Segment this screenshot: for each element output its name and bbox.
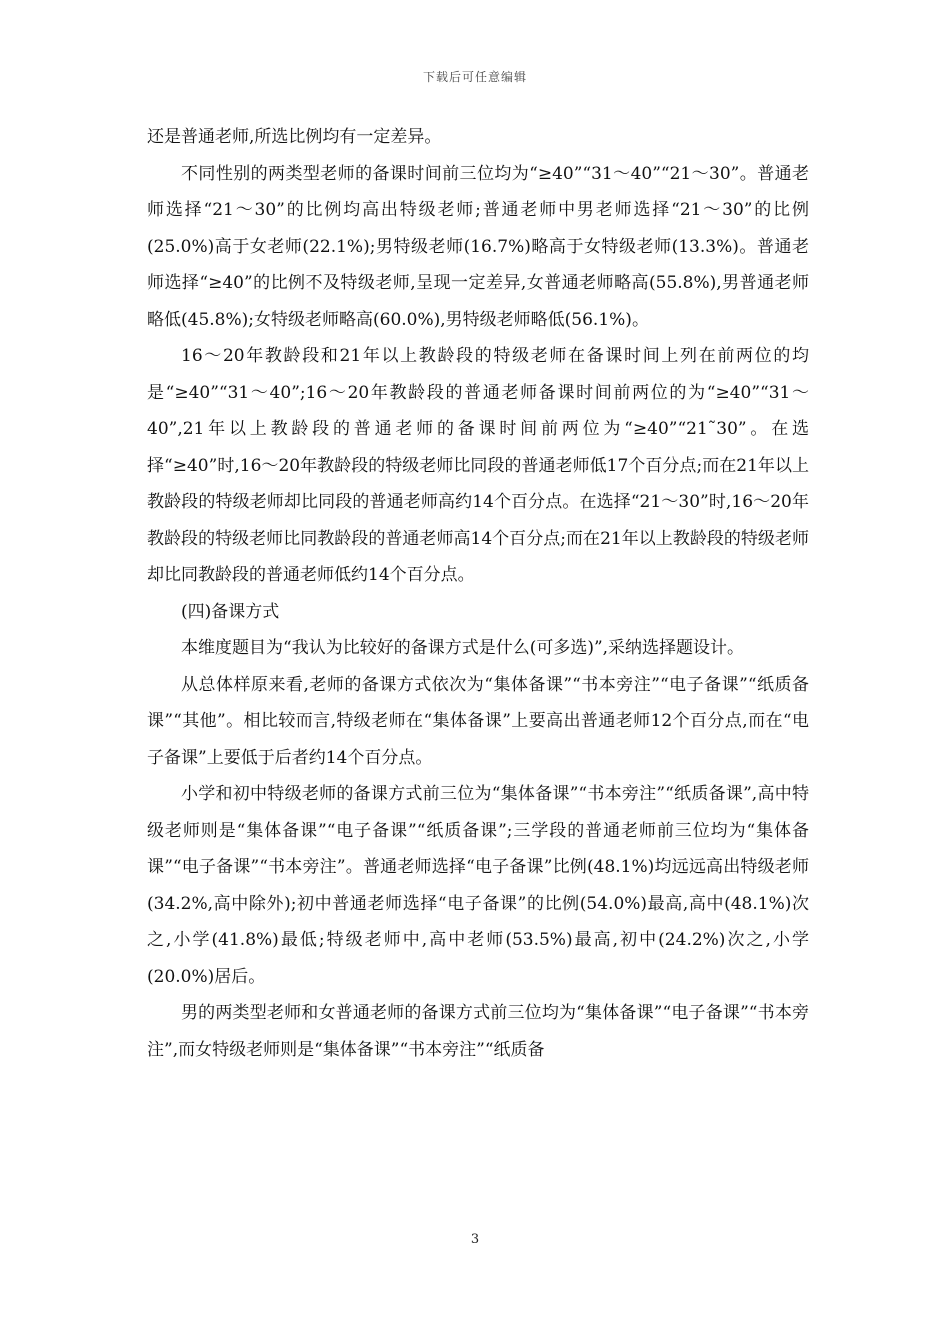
body-text — [147, 119, 809, 1068]
section-heading-prep-method: (四)备课方式 — [181, 601, 280, 622]
paragraph-gender-prep-method: 男的两类型老师和女普通老师的备课方式前三位均为“集体备课”“电子备课”“书本旁注”,而女特级老师则是“集体备课”“书本旁注”“纸质备 — [147, 1003, 809, 1060]
page-header: 下载后可任意编辑 — [422, 70, 527, 84]
paragraph-gender-prep-time: 不同性别的两类型老师的备课时间前三位均为“≥40”“31～40”“21～30”。普通老师选择“21～30”的比例均高出特级老师;普通老师中男老师选择“21～30”的比例(25.0%)高于女老师(22.1%);男特级老师(16.7%)略高于女特级老师(13.3%)。普通老师选择“≥40”的比例不及特级老师,呈现一定差异,女普通老师略高(55.8%),男普通老师略低(45.8%);女特级老师略高(60.0%),男特级老师略低(56.1%)。 — [147, 163, 809, 330]
paragraph-question-design: 本维度题目为“我认为比较好的备课方式是什么(可多选)”,采纳选择题设计。 — [181, 638, 745, 658]
paragraph-seniority-prep-time: 16～20年教龄段和21年以上教龄段的特级老师在备课时间上列在前两位的均是“≥40”“31～40”;16～20年教龄段的普通老师备课时间前两位的为“≥40”“31～40”,21年以上教龄段的普通老师的备课时间前两位为“≥40”“21˜30”。在选择“≥40”时,16～20年教龄段的特级老师比同段的普通老师低17个百分点;而在21年以上教龄段的特级老师却比同段的普通老师高约14个百分点。在选择“21～30”时,16～20年教龄段的特级老师比同教龄段的普通老师高14个百分点;而在21年以上教龄段的特级老师却比同教龄段的普通老师低约14个百分点。 — [147, 346, 809, 585]
paragraph-continuation: 还是普通老师,所选比例均有一定差异。 — [147, 127, 442, 147]
paragraph-school-stage: 小学和初中特级老师的备课方式前三位为“集体备课”“书本旁注”“纸质备课”,高中特级老师则是“集体备课”“电子备课”“纸质备课”;三学段的普通老师前三位均为“集体备课”“电子备课”“书本旁注”。普通老师选择“电子备课”比例(48.1%)均远远高出特级老师(34.2%,高中除外);初中普通老师选择“电子备课”的比例(54.0%)最高,高中(48.1%)次之,小学(41.8%)最低;特级老师中,高中老师(53.5%)最高,初中(24.2%)次之,小学(20.0%)居后。 — [147, 784, 809, 987]
page-number: 3 — [470, 1232, 480, 1247]
paragraph-overall-sample: 从总体样原来看,老师的备课方式依次为“集体备课”“书本旁注”“电子备课”“纸质备课”“其他”。相比较而言,特级老师在“集体备课”上要高出普通老师12个百分点,而在“电子备课”上要低于后者约14个百分点。 — [147, 674, 809, 768]
